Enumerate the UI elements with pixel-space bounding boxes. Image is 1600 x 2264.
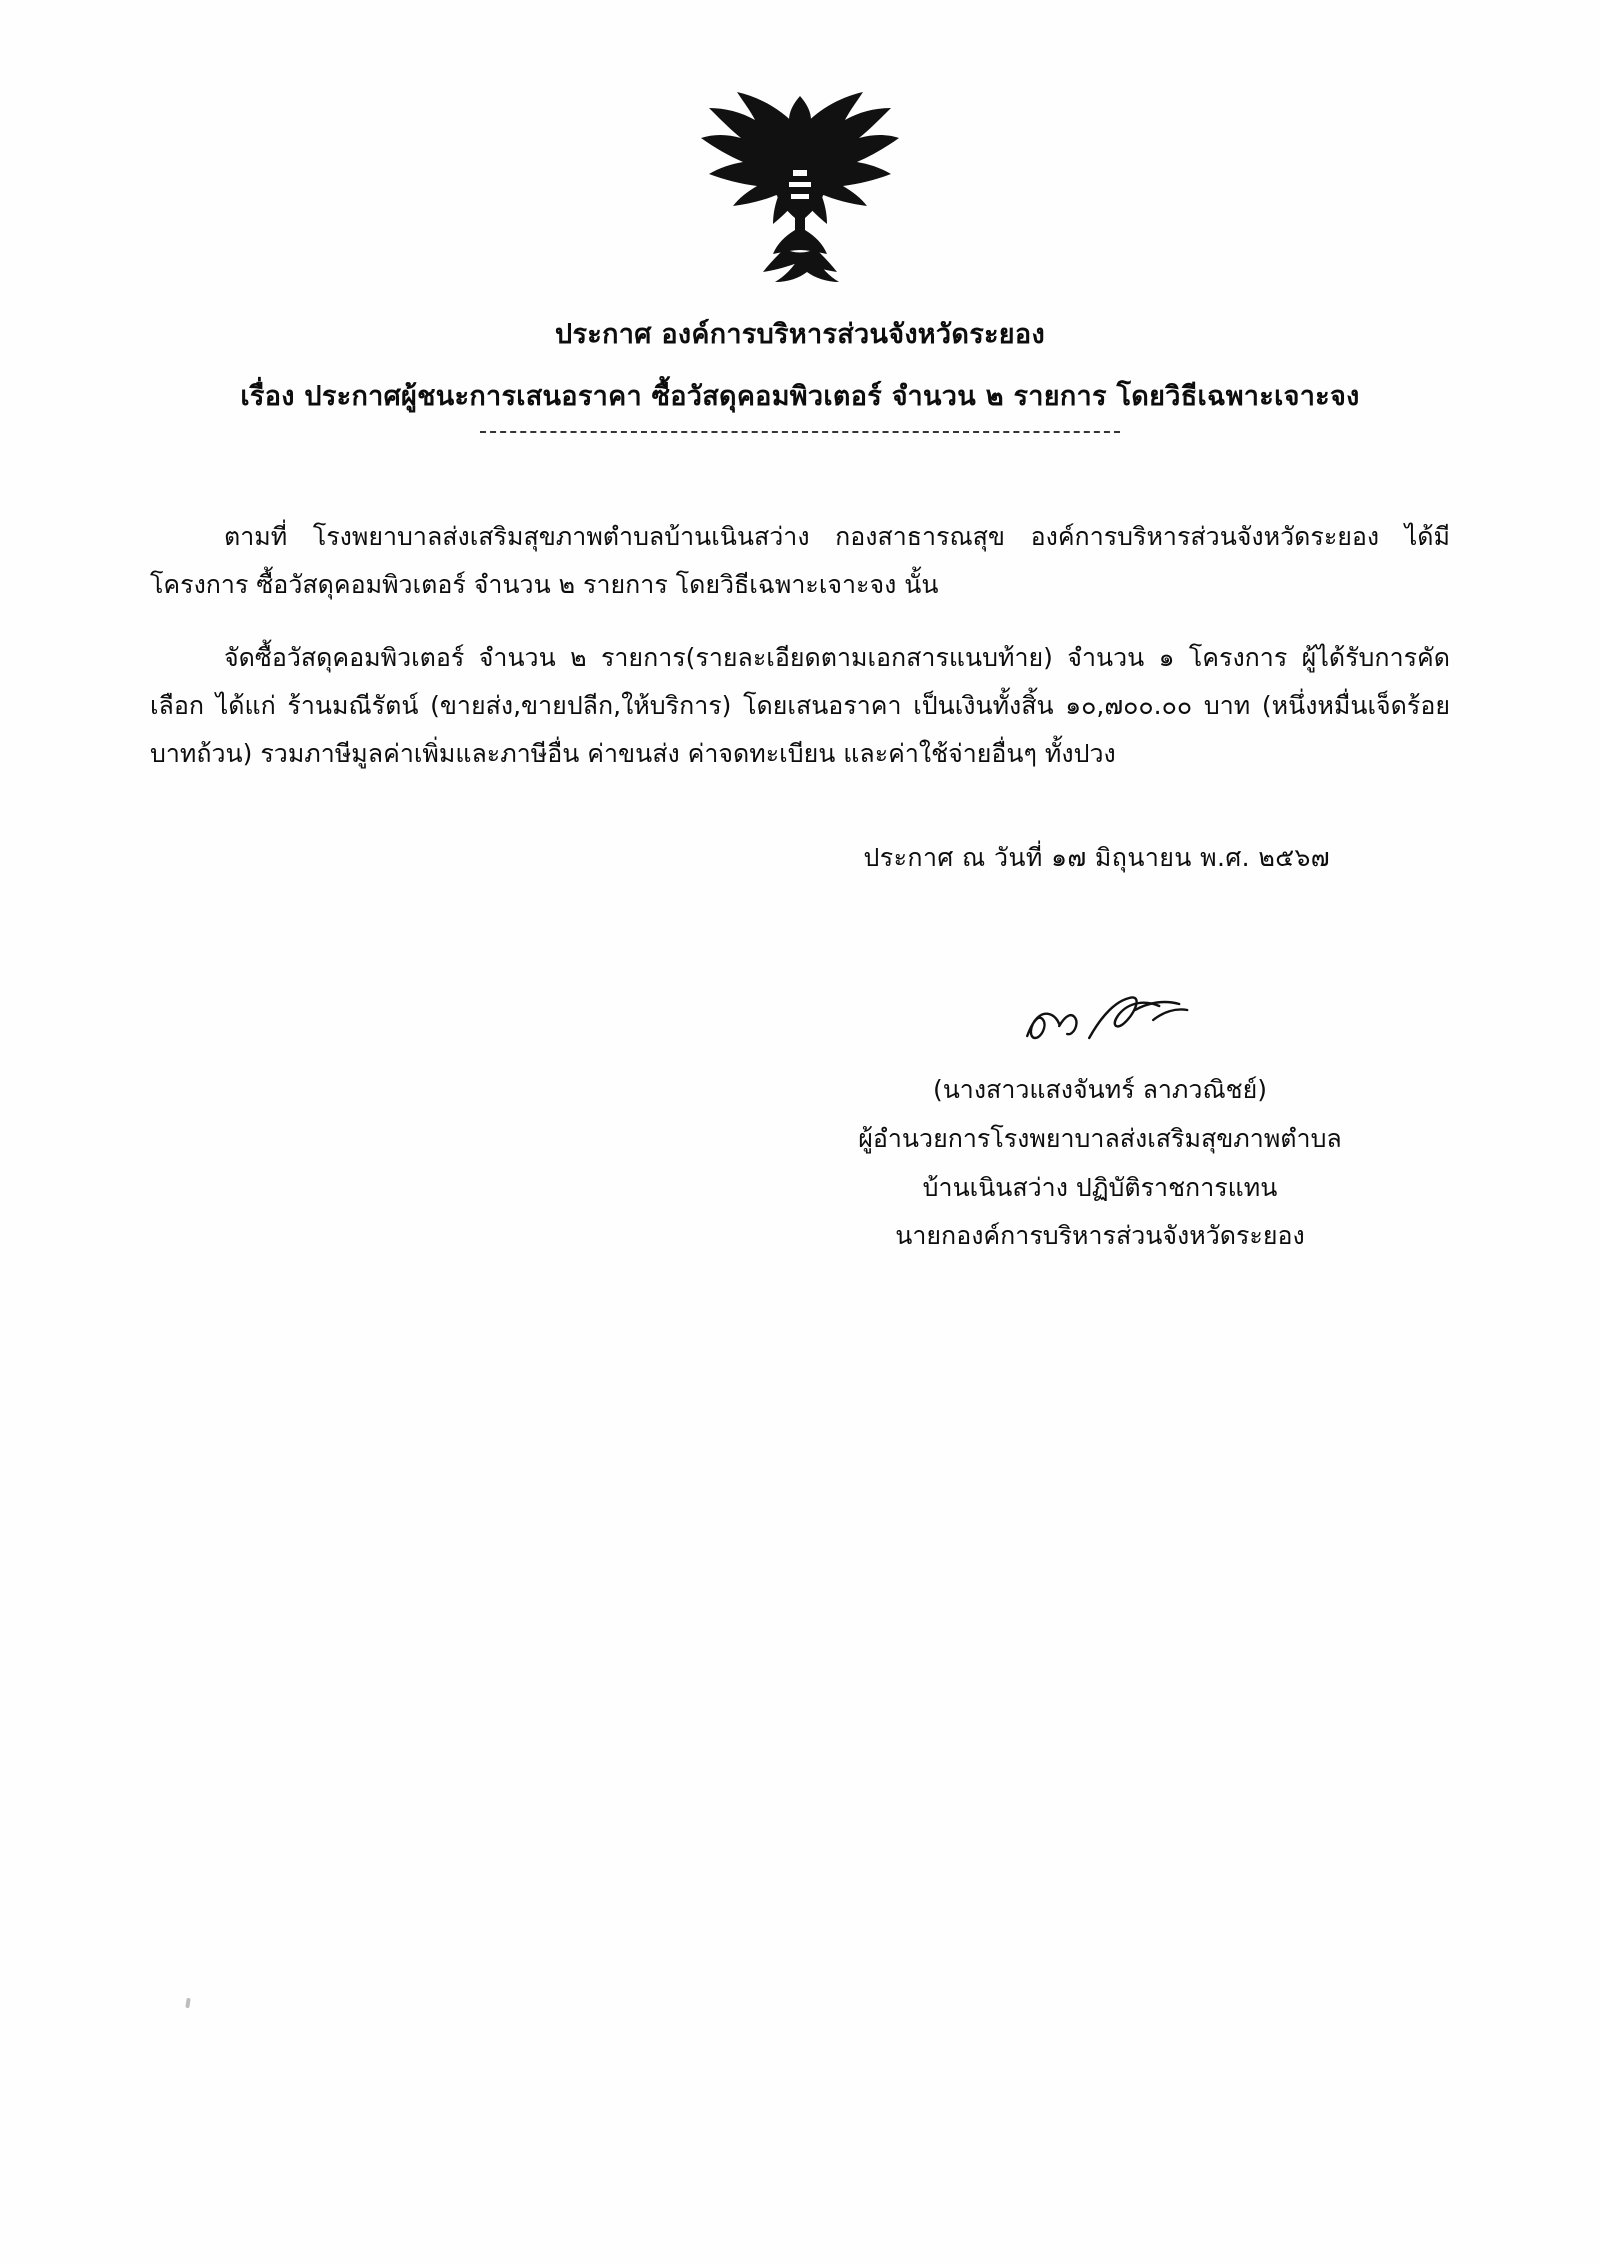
announcement-org-title: ประกาศ องค์การบริหารส่วนจังหวัดระยอง bbox=[555, 319, 1045, 350]
emblem-container bbox=[0, 78, 1600, 297]
handwritten-signature-icon bbox=[700, 980, 1500, 1066]
body-paragraph-2: จัดซื้อวัสดุคอมพิวเตอร์ จำนวน ๒ รายการ(รายละเอียดตามเอกสารแนบท้าย) จำนวน ๑ โครงการ ผู้ได้รับการคัดเลือก ได้แก่ ร้านมณีรัตน์ (ขายส่ง,ขายปลีก,ให้บริการ) โดยเสนอราคา เป็นเงินทั้งสิ้น ๑๐,๗๐๐.๐๐ บาท (หนึ่งหมื่นเจ็ดร้อยบาทถ้วน) รวมภาษีมูลค่าเพิ่มและภาษีอื่น ค่าขนส่ง ค่าจดทะเบียน และค่าใช้จ่ายอื่นๆ ทั้งปวง bbox=[150, 643, 1450, 768]
announcement-date: ประกาศ ณ วันที่ ๑๗ มิถุนายน พ.ศ. ๒๕๖๗ bbox=[863, 843, 1330, 872]
document-body bbox=[150, 488, 1450, 780]
signer-role-line-1: ผู้อำนวยการโรงพยาบาลส่งเสริมสุขภาพตำบล bbox=[858, 1123, 1342, 1153]
signer-role-line-3: นายกองค์การบริหารส่วนจังหวัดระยอง bbox=[895, 1221, 1305, 1251]
signer-role-line-2: บ้านเนินสว่าง ปฏิบัติราชการแทน bbox=[922, 1172, 1278, 1202]
signer-name: (นางสาวแสงจันทร์ ลาภวณิชย์) bbox=[932, 1075, 1268, 1104]
garuda-emblem-icon bbox=[685, 78, 915, 293]
announcement-subject: เรื่อง ประกาศผู้ชนะการเสนอราคา ซื้อวัสดุคอมพิวเตอร์ จำนวน ๒ รายการ โดยวิธีเฉพาะเจาะจง bbox=[240, 380, 1360, 412]
scan-artifact bbox=[185, 1998, 190, 2008]
body-paragraph-1: ตามที่ โรงพยาบาลส่งเสริมสุขภาพตำบลบ้านเนินสว่าง กองสาธารณสุข องค์การบริหารส่วนจังหวัดระยอง ได้มีโครงการ ซื้อวัสดุคอมพิวเตอร์ จำนวน ๒ รายการ โดยวิธีเฉพาะเจาะจง นั้น bbox=[150, 522, 1450, 599]
document-heading bbox=[0, 315, 1600, 433]
signature-block bbox=[700, 980, 1500, 1261]
heading-divider bbox=[480, 431, 1120, 433]
